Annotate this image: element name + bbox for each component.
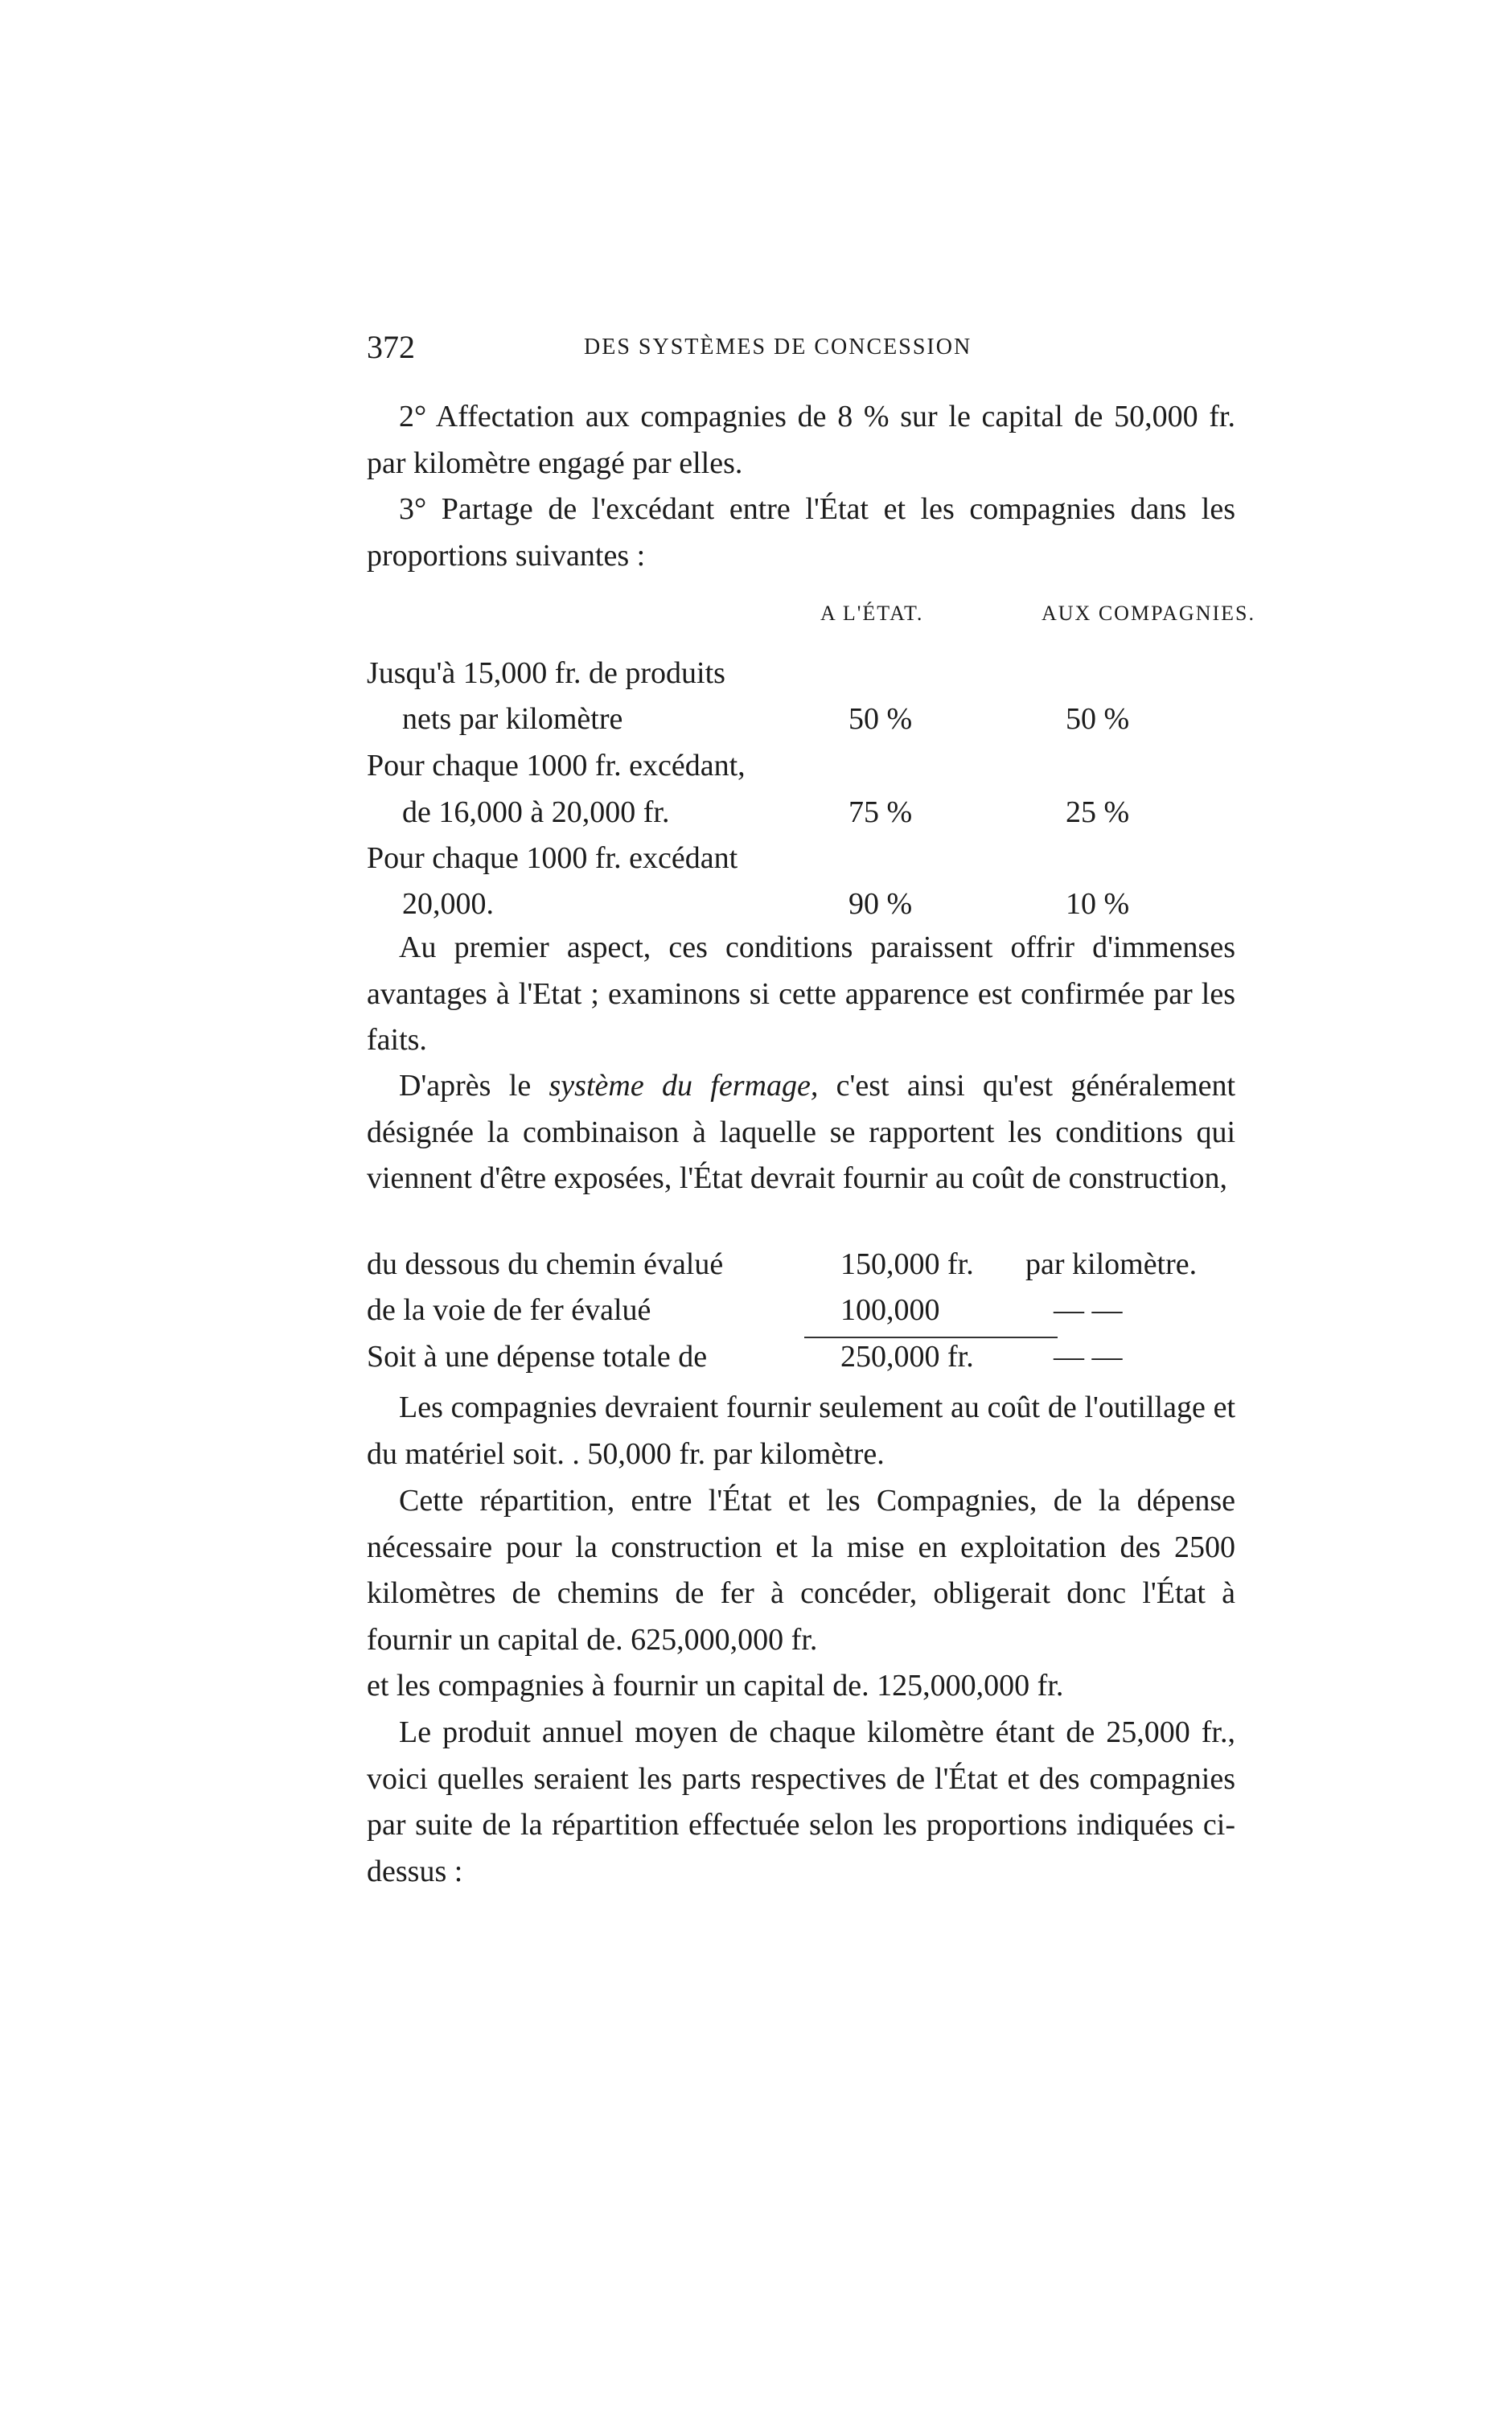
table-row-label: Pour chaque 1000 fr. excédant xyxy=(367,841,738,875)
page-header xyxy=(367,328,1235,376)
table-row-label: de 16,000 à 20,000 fr. xyxy=(402,795,670,829)
page-number: 372 xyxy=(367,329,415,365)
table-cell-companies: 10 % xyxy=(1066,887,1130,921)
compagnies-text: Les compagnies devraient fournir seulement au coût de l'outillage et du matériel soit. . xyxy=(367,1391,1235,1471)
paragraph-partage: 3° Partage de l'excédant entre l'État et les compagnies dans les proportions suivantes : xyxy=(367,492,1235,573)
table-cell-state: 50 % xyxy=(848,702,913,736)
fermage-text-before: D'après le xyxy=(399,1069,549,1103)
repartition-text2: et les compagnies à fournir un capital de. xyxy=(367,1669,869,1703)
paragraph-aspect: Au premier aspect, ces conditions paraissent offrir d'immenses avantages à l'Etat ; examinons si cette apparence est confirmée par les faits. xyxy=(367,930,1235,1057)
paragraph-compagnies xyxy=(367,1385,1235,1477)
cost-amount: 100,000 xyxy=(840,1293,940,1327)
table-row-label: Jusqu'à 15,000 fr. de produits xyxy=(367,656,725,690)
repartition-amount-companies: 125,000,000 fr. xyxy=(877,1669,1064,1703)
paragraph-affectation: 2° Affectation aux compagnies de 8 % sur le capital de 50,000 fr. par kilomètre engagé par elles. xyxy=(367,400,1235,480)
cost-label: Soit à une dépense totale de xyxy=(367,1340,708,1374)
table-row-label: Pour chaque 1000 fr. excédant, xyxy=(367,749,746,783)
compagnies-amount: 50,000 fr. par kilomètre. xyxy=(587,1436,885,1471)
sum-rule xyxy=(804,1337,1058,1338)
fermage-text-after: c'est ainsi qu'est généralement désignée la combinaison à laquelle se rapportent les conditions qui viennent d'être exposées, l'État devrait fournir au coût de construction, xyxy=(367,1069,1235,1195)
repartition-companies-line xyxy=(367,1663,1235,1710)
cost-unit: — — xyxy=(1054,1293,1123,1327)
cost-amount: 150,000 fr. xyxy=(840,1247,974,1281)
table-cell-companies: 50 % xyxy=(1066,702,1130,736)
paragraph-repartition xyxy=(367,1478,1235,1663)
cost-unit: par kilomètre. xyxy=(1025,1247,1198,1281)
cost-label: de la voie de fer évalué xyxy=(367,1293,651,1327)
cost-amount: 250,000 fr. xyxy=(840,1340,974,1374)
column-header-companies: AUX COMPAGNIES. xyxy=(1042,602,1255,625)
cost-label: du dessous du chemin évalué xyxy=(367,1247,724,1281)
table-cell-state: 90 % xyxy=(848,887,913,921)
paragraph-fermage xyxy=(367,1063,1235,1202)
fermage-emphasis: système du fermage, xyxy=(549,1069,819,1103)
column-header-state: A L'ÉTAT. xyxy=(820,602,924,625)
paragraph-produit: Le produit annuel moyen de chaque kilomètre étant de 25,000 fr., voici quelles seraient les parts respectives de l'État et des compagnies par suite de la répartition effectuée selon les proportions indiquées ci-dessus : xyxy=(367,1715,1235,1888)
table-row-label: nets par kilomètre xyxy=(402,702,623,736)
table-cell-companies: 25 % xyxy=(1066,795,1130,829)
running-title: DES SYSTÈMES DE CONCESSION xyxy=(584,335,972,359)
cost-unit: — — xyxy=(1054,1340,1123,1374)
repartition-text: Cette répartition, entre l'État et les Compagnies, de la dépense nécessaire pour la construction et la mise en exploitation des 2500 kilomètres de chemins de fer à concéder, obligerait donc l'État à fournir un capital de. xyxy=(367,1484,1235,1657)
repartition-amount-state: 625,000,000 fr. xyxy=(631,1622,818,1657)
table-cell-state: 75 % xyxy=(848,795,913,829)
table-row-label: 20,000. xyxy=(402,887,494,921)
